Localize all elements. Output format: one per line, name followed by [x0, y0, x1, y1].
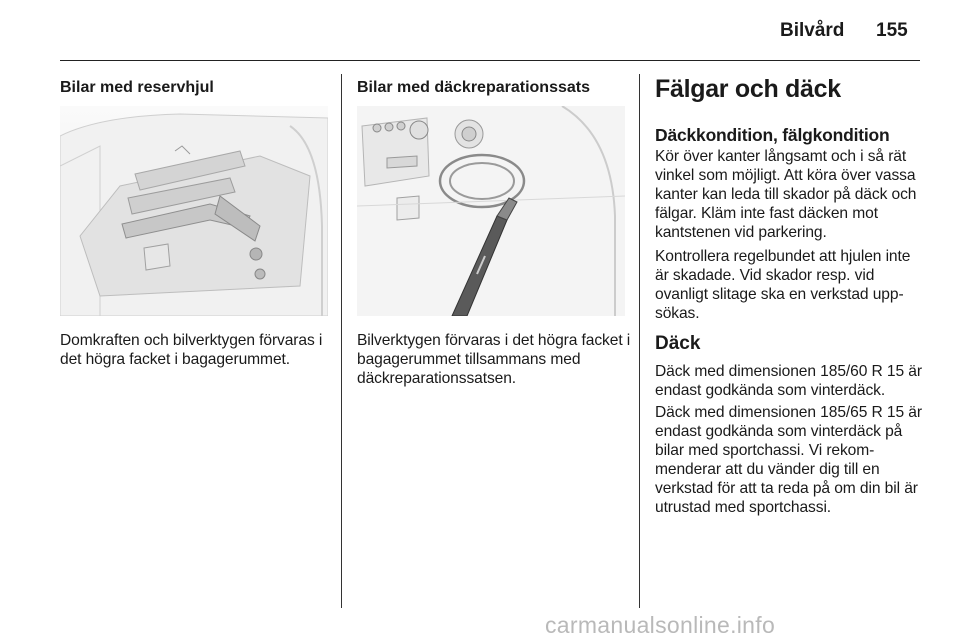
watermark-text: carmanualsonline.info: [545, 612, 776, 638]
col3-paragraph-1: Kör över kanter långsamt och i så rät vinkel som möjligt. Att köra över vassa kanter kan leda till skador på däck och fälgar. Kläm inte fast däcken mot kantstenen vid parkering.: [655, 148, 917, 241]
col2-heading: Bilar med däckreparationssats: [357, 79, 590, 96]
header-divider: [60, 60, 920, 61]
column-divider-2: [639, 74, 640, 608]
col1-caption: Domkraften och bilverktygen förvaras i det högra facket i bagagerummet.: [60, 332, 323, 368]
section-title: Fälgar och däck: [655, 75, 841, 103]
section-heading-dack: Däck: [655, 333, 701, 354]
column-divider-1: [341, 74, 342, 608]
tire-repair-kit-illustration: [357, 106, 625, 316]
col2-caption: Bilverktygen förvaras i det högra facket i bagagerummet tillsammans med däckreparationssatsen.: [357, 332, 631, 387]
page-header-title: Bilvård: [780, 20, 845, 41]
spare-wheel-compartment-illustration: [60, 106, 328, 316]
subsection-heading: Däckkondition, fälgkondition: [655, 125, 890, 145]
col3-paragraph-3: Däck med dimensionen 185/60 R 15 är endast godkända som vinterdäck.: [655, 363, 922, 399]
col3-paragraph-2: Kontrollera regelbundet att hjulen inte är skadade. Vid skador resp. vid ovanligt slitage ska en verkstad upp-sökas.: [655, 248, 911, 322]
col3-paragraph-4: Däck med dimensionen 185/65 R 15 är endast godkända som vinterdäck på bilar med sportchassi. Vi rekom-menderar att du vänder dig till en verkstad för att ta reda på om din bil är utrustad med sportchassi.: [655, 404, 922, 516]
col1-heading: Bilar med reservhjul: [60, 79, 214, 96]
page-number: 155: [876, 20, 908, 41]
